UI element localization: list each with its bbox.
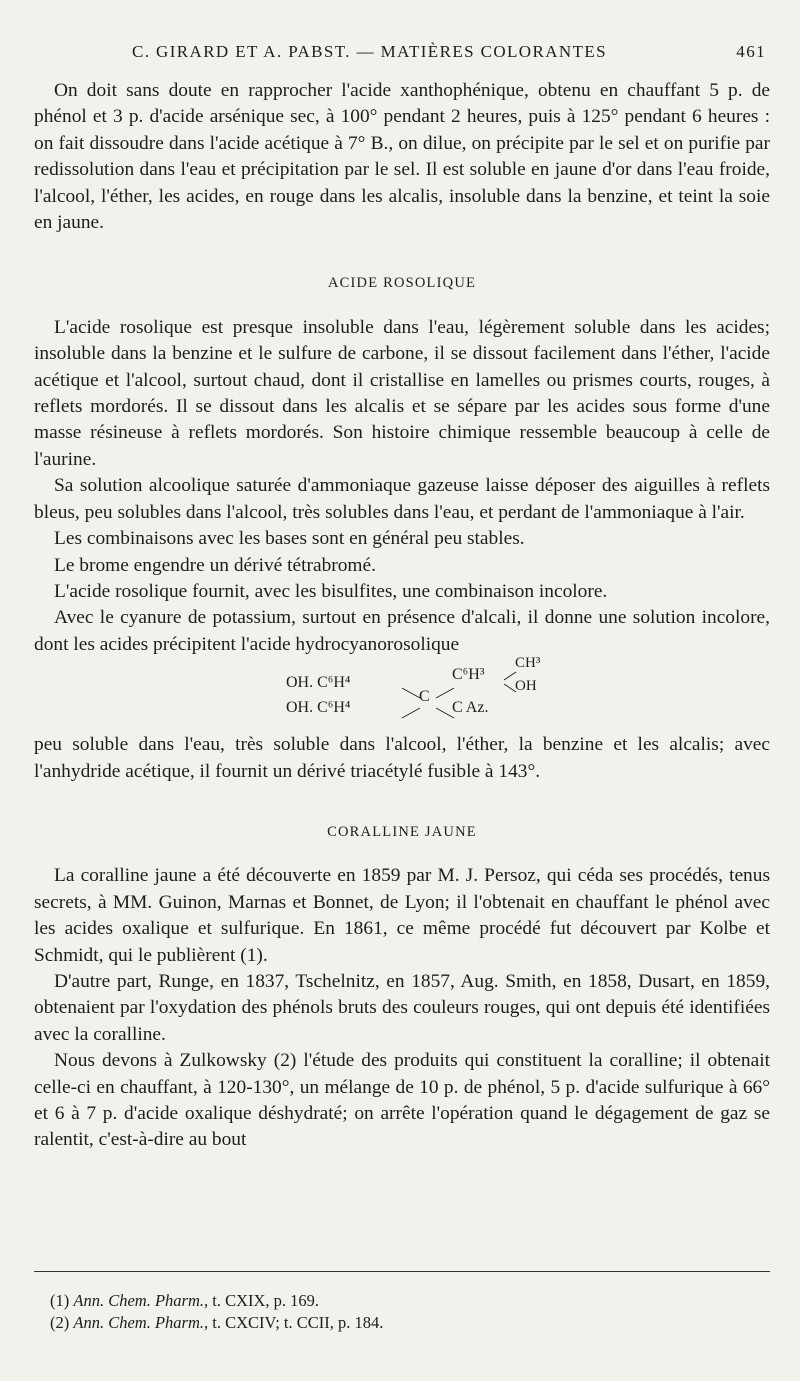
paragraph: Avec le cyanure de potassium, surtout en présence d'alcali, il donne une solution incolore, dont les acides précipitent l'acide hydrocyanorosolique	[34, 607, 770, 655]
footnote-source: Ann. Chem. Pharm.,	[73, 1313, 209, 1332]
footnote-divider	[34, 1271, 770, 1272]
footnote-mark: (2)	[50, 1313, 70, 1332]
footnote-source: Ann. Chem. Pharm.,	[73, 1291, 209, 1310]
intro-paragraph: On doit sans doute en rapprocher l'acide xanthophénique, obtenu en chauffant 5 p. de phénol et 3 p. d'acide arsénique sec, à 100° pendant 2 heures, puis à 125° pendant 6 heures : on fait dissoudre dans l'acide acétique à 7° B., on dilue, on précipite par le sel et on purifie par redissolution dans l'eau et précipitation par le sel. Il est soluble en jaune d'or dans l'eau froide, l'alcool, l'éther, les acides, en rouge dans les alcalis, insoluble dans la benzine, et teint la soie en jaune.	[34, 80, 770, 234]
footnote-ref: t. CXCIV; t. CCII, p. 184.	[212, 1313, 384, 1332]
paragraph: L'acide rosolique fournit, avec les bisulfites, une combinaison incolore.	[54, 580, 608, 602]
paragraph: Les combinaisons avec les bases sont en général peu stables.	[54, 528, 525, 550]
section-heading-coralline-jaune: CORALLINE JAUNE	[327, 823, 477, 840]
formula-left-bottom: OH. C⁶H⁴	[286, 699, 351, 717]
page-body	[34, 78, 770, 1154]
paragraph: Nous devons à Zulkowsky (2) l'étude des produits qui constituent la coralline; il obtenait celle-ci en chauffant, à 120-130°, un mélange de 10 p. de phénol, 5 p. d'acide sulfurique à 66° et 6 à 7 p. d'acide oxalique déshydraté; on arrête l'opération quand le dégagement de gaz se ralentit, c'est-à-dire au bout	[34, 1050, 770, 1151]
header-title: C. GIRARD ET A. PABST. — MATIÈRES COLORANTES	[132, 42, 608, 61]
formula-right-top: C⁶H³	[452, 666, 485, 684]
paragraph: Le brome engendre un dérivé tétrabromé.	[54, 554, 376, 576]
paragraph: L'acide rosolique est presque insoluble dans l'eau, légèrement soluble dans les acides; insoluble dans la benzine et le sulfure de carbone, il se dissout facilement dans l'éther, l'acide acétique et l'alcool, surtout chaud, dont il cristallise en lamelles ou prismes courts, rouges, à reflets mordorés. Il se dissout dans les alcalis et se sépare par les acides sous forme d'une masse résineuse à reflets mordorés. Son histoire chimique ressemble beaucoup à celle de l'aurine.	[34, 316, 770, 470]
paragraph: Sa solution alcoolique saturée d'ammoniaque gazeuse laisse déposer des aiguilles à reflets bleus, peu solubles dans l'alcool, très solubles dans l'eau, et perdant de l'ammoniaque à l'air.	[34, 475, 770, 523]
paragraph: La coralline jaune a été découverte en 1859 par M. J. Persoz, qui céda ses procédés, tenus secrets, à MM. Guinon, Marnas et Bonnet, de Lyon; il l'obtenait en chauffant le phénol avec les acides oxalique et sulfurique. En 1861, ce même procédé fut découvert par Kolbe et Schmidt, qui le publièrent (1).	[34, 865, 770, 966]
running-header	[0, 38, 800, 68]
formula-ch3: CH³	[515, 655, 541, 672]
footnote-ref: t. CXIX, p. 169.	[212, 1291, 320, 1310]
formula-oh: OH	[515, 678, 537, 695]
formula-left-top: OH. C⁶H⁴	[286, 674, 351, 692]
footnotes	[50, 1290, 750, 1334]
paragraph: peu soluble dans l'eau, très soluble dans l'alcool, l'éther, la benzine et les alcalis; avec l'anhydride acétique, il fournit un dérivé triacétylé fusible à 143°.	[34, 734, 770, 782]
footnote	[50, 1312, 750, 1334]
formula-right-bottom: C Az.	[452, 699, 489, 717]
section-heading-acide-rosolique: ACIDE ROSOLIQUE	[327, 275, 477, 292]
paragraph: D'autre part, Runge, en 1837, Tschelnitz, en 1857, Aug. Smith, en 1858, Dusart, en 1859, obtenaient par l'oxydation des phénols bruts des couleurs rouges, qui ont depuis été identifiées avec la coralline.	[34, 970, 770, 1045]
footnote	[50, 1290, 750, 1312]
footnote-mark: (1)	[50, 1291, 70, 1310]
chemical-formula	[34, 655, 770, 726]
page-number: 461	[736, 42, 766, 61]
formula-center: C	[419, 688, 430, 706]
